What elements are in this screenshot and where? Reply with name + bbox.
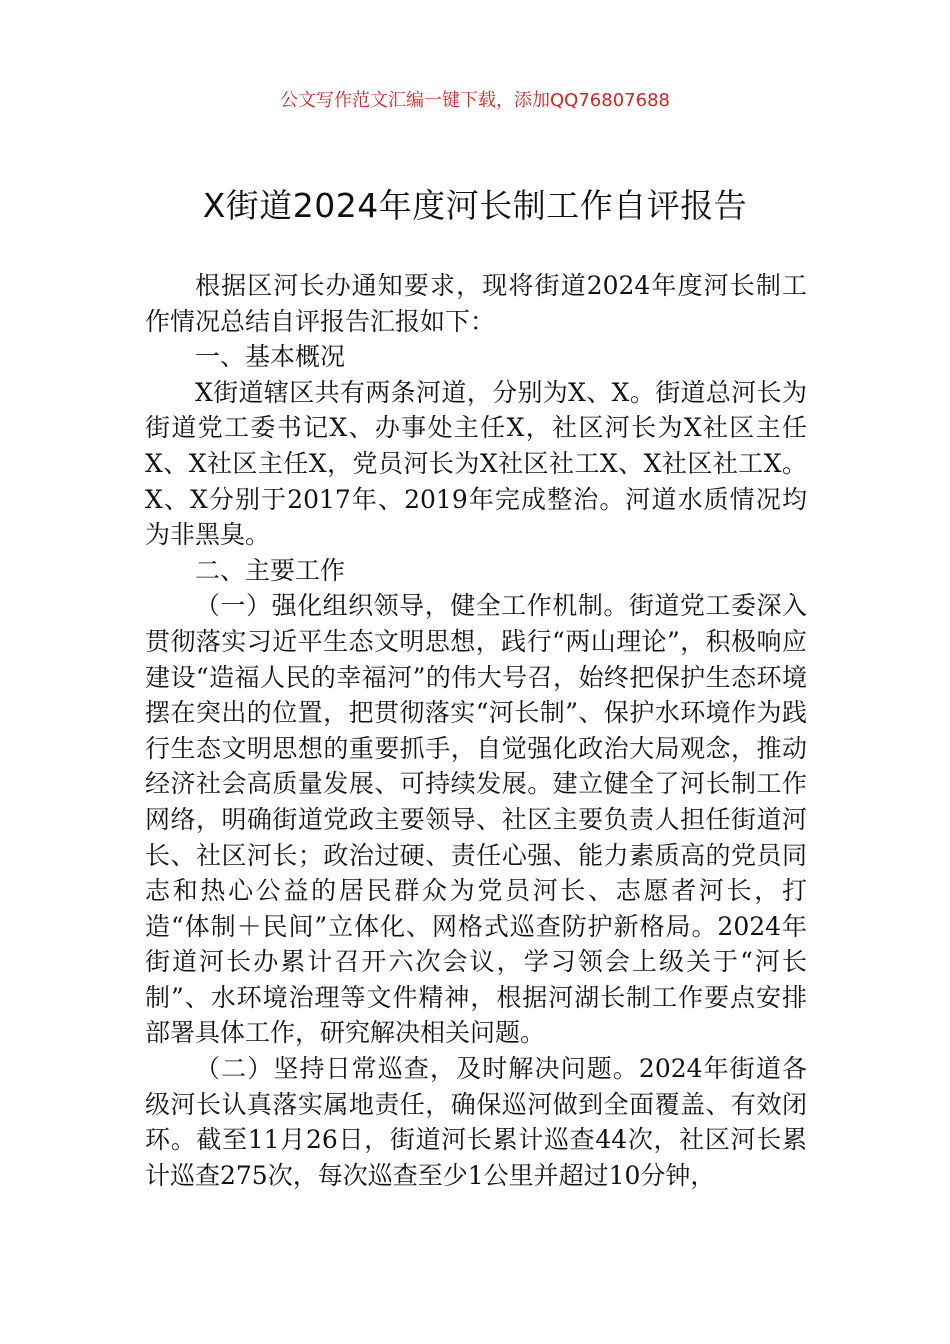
document-title: X街道2024年度河长制工作自评报告 (202, 186, 748, 225)
download-note: 公文写作范文汇编一键下载，添加QQ76807688 (280, 90, 670, 111)
document-body (145, 268, 807, 1193)
overview-paragraph: X街道辖区共有两条河道，分别为X、X。街道总河长为街道党工委书记X、办事处主任X，社区河长为X社区主任X、X社区主任X，党员河长为X社区社工X、X社区社工X。X、X分别于2017年、2019年完成整治。河道水质情况均为非黑臭。 (145, 377, 807, 550)
intro-paragraph: 根据区河长办通知要求，现将街道2024年度河长制工作情况总结自评报告汇报如下： (145, 271, 807, 336)
section-heading-main-work: 二、主要工作 (195, 555, 346, 585)
main-work-paragraph-2: （二）坚持日常巡查，及时解决问题。2024年街道各级河长认真落实属地责任，确保巡河做到全面覆盖、有效闭环。截至11月26日，街道河长累计巡查44次，社区河长累计巡查275次，每次巡查至少1公里并超过10分钟， (145, 1054, 807, 1190)
section-heading-overview: 一、基本概况 (195, 342, 346, 372)
main-work-paragraph-1: （一）强化组织领导，健全工作机制。街道党工委深入贯彻落实习近平生态文明思想，践行“两山理论”，积极响应建设“造福人民的幸福河”的伟大号召，始终把保护生态环境摆在突出的位置，把贯彻落实“河长制”、保护水环境作为践行生态文明思想的重要抓手，自觉强化政治大局观念，推动经济社会高质量发展、可持续发展。建立健全了河长制工作网络，明确街道党政主要领导、社区主要负责人担任街道河长、社区河长；政治过硬、责任心强、能力素质高的党员同志和热心公益的居民群众为党员河长、志愿者河长，打造“体制＋民间”立体化、网格式巡查防护新格局。2024年街道河长办累计召开六次会议，学习领会上级关于“河长制”、水环境治理等文件精神，根据河湖长制工作要点安排部署具体工作，研究解决相关问题。 (145, 591, 807, 1048)
